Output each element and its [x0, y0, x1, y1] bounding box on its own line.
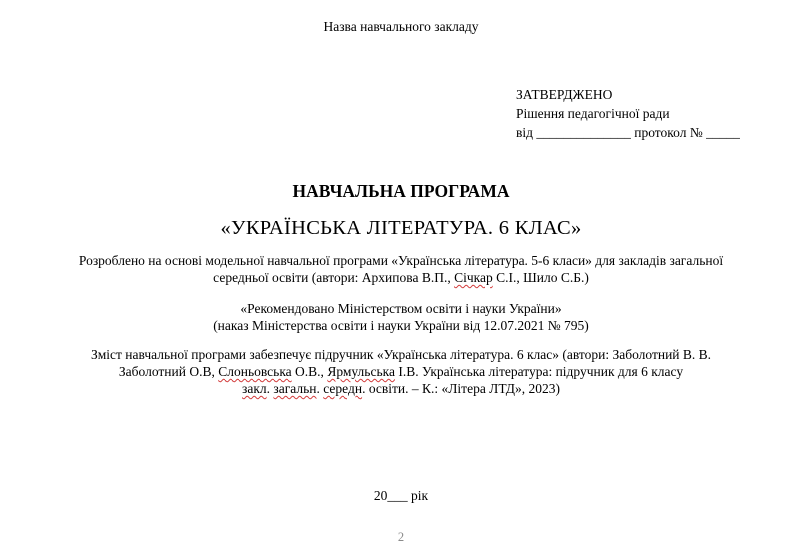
textbook-text: . — [316, 381, 324, 396]
page-number: 2 — [397, 530, 405, 544]
approval-date-protocol: від ______________ протокол № _____ — [516, 125, 740, 140]
textbook-text: Заболотний О.В, — [118, 364, 219, 379]
textbook-line-2 — [0, 364, 802, 380]
institution-name: Назва навчального закладу — [323, 19, 479, 34]
spellcheck-word: Ярмульська — [327, 364, 395, 379]
recommended-line-1: «Рекомендовано Міністерством освіти і науки України» — [240, 301, 562, 316]
textbook-text: . освіти. – К.: «Літера ЛТД», 2023) — [362, 381, 560, 396]
spellcheck-word: середн — [323, 381, 363, 396]
spellcheck-word: загальн — [273, 381, 317, 396]
program-subtitle: «УКРАЇНСЬКА ЛІТЕРАТУРА. 6 КЛАС» — [220, 217, 582, 239]
recommended-line-2: (наказ Міністерства освіти і науки України від 12.07.2021 № 795) — [213, 318, 589, 333]
spellcheck-word: Січкар — [454, 270, 493, 285]
developed-line-1: Розроблено на основі модельної навчальної програми «Українська література. 5-6 класи» для закладів загальної — [78, 253, 724, 268]
textbook-text: . — [266, 381, 274, 396]
developed-text: С.І., Шило С.Б.) — [492, 270, 589, 285]
year-line: 20___ рік — [373, 488, 429, 503]
program-title: НАВЧАЛЬНА ПРОГРАМА — [292, 181, 510, 201]
spellcheck-word: Слоньовська — [218, 364, 292, 379]
textbook-text: І.В. Українська література: підручник для 6 класу — [394, 364, 684, 379]
spellcheck-word: закл — [242, 381, 267, 396]
developed-text: середньої освіти (автори: Архипова В.П., — [213, 270, 455, 285]
textbook-line-3 — [0, 381, 802, 397]
textbook-line-1: Зміст навчальної програми забезпечує підручник «Українська література. 6 клас» (автори: Заболотний В. В. — [90, 347, 712, 362]
approval-council: Рішення педагогічної ради — [516, 106, 670, 121]
approval-title: ЗАТВЕРДЖЕНО — [516, 87, 613, 102]
developed-line-2 — [0, 270, 802, 286]
textbook-text: О.В., — [291, 364, 328, 379]
